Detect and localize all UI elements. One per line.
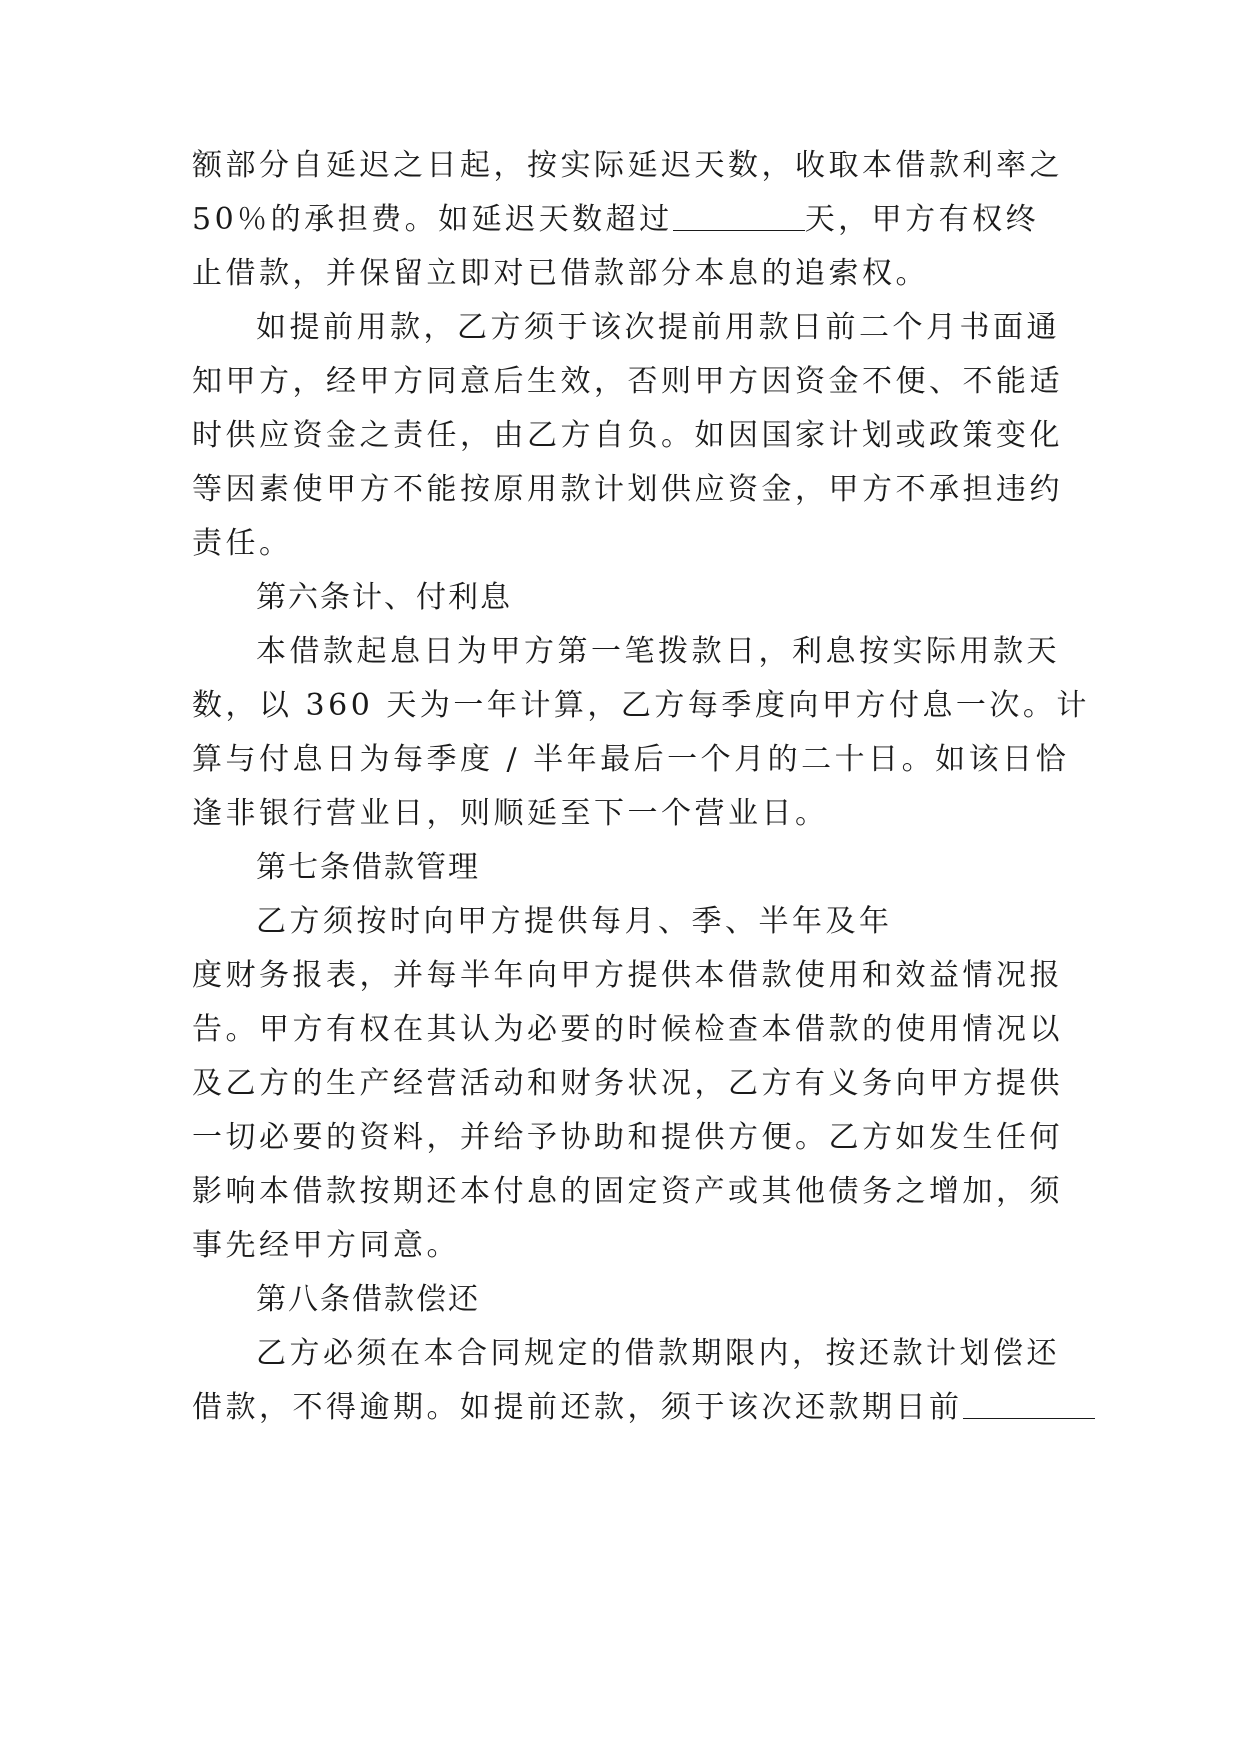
article-heading: 第七条借款管理 (256, 850, 480, 885)
article-heading: 第六条计、付利息 (256, 580, 512, 615)
body-text-line: 止借款，并保留立即对已借款部分本息的追索权。 (192, 256, 929, 291)
body-text-line: 数，以 360 天为一年计算，乙方每季度向甲方付息一次。计 (192, 688, 1090, 723)
body-text-line: 事先经甲方同意。 (192, 1228, 460, 1263)
fill-in-blank[interactable] (673, 202, 805, 231)
body-text: 天，甲方有权终 (804, 202, 1040, 237)
body-text-line: 额部分自延迟之日起，按实际延迟天数，收取本借款利率之 (192, 148, 1063, 183)
article-heading: 第八条借款偿还 (256, 1282, 480, 1317)
body-text-line (192, 200, 1052, 240)
body-text-line: 一切必要的资料，并给予协助和提供方便。乙方如发生任何 (192, 1120, 1063, 1155)
body-text-line (192, 1388, 1052, 1428)
body-text-line: 影响本借款按期还本付息的固定资产或其他债务之增加，须 (192, 1174, 1063, 1209)
body-text-line: 时供应资金之责任，由乙方自负。如因国家计划或政策变化 (192, 418, 1063, 453)
body-text-line: 知甲方，经甲方同意后生效，否则甲方因资金不便、不能适 (192, 364, 1063, 399)
body-text: 50％的承担费。如延迟天数超过 (192, 202, 673, 237)
paragraph-first-line: 本借款起息日为甲方第一笔拨款日，利息按实际用款天 (256, 634, 1060, 669)
paragraph-first-line: 如提前用款，乙方须于该次提前用款日前二个月书面通 (256, 310, 1060, 345)
body-text-line: 等因素使甲方不能按原用款计划供应资金，甲方不承担违约 (192, 472, 1063, 507)
fill-in-blank[interactable] (963, 1390, 1095, 1419)
body-text-line: 告。甲方有权在其认为必要的时候检查本借款的使用情况以 (192, 1012, 1063, 1047)
body-text-line: 责任。 (192, 526, 293, 561)
body-text-line: 算与付息日为每季度 / 半年最后一个月的二十日。如该日恰 (192, 742, 1070, 777)
body-text-line: 及乙方的生产经营活动和财务状况，乙方有义务向甲方提供 (192, 1066, 1063, 1101)
paragraph-first-line: 乙方须按时向甲方提供每月、季、半年及年 (256, 904, 893, 939)
paragraph-first-line: 乙方必须在本合同规定的借款期限内，按还款计划偿还 (256, 1336, 1060, 1371)
body-text: 借款，不得逾期。如提前还款，须于该次还款期日前 (192, 1390, 963, 1425)
body-text-line: 逢非银行营业日，则顺延至下一个营业日。 (192, 796, 829, 831)
body-text-line: 度财务报表，并每半年向甲方提供本借款使用和效益情况报 (192, 958, 1063, 993)
